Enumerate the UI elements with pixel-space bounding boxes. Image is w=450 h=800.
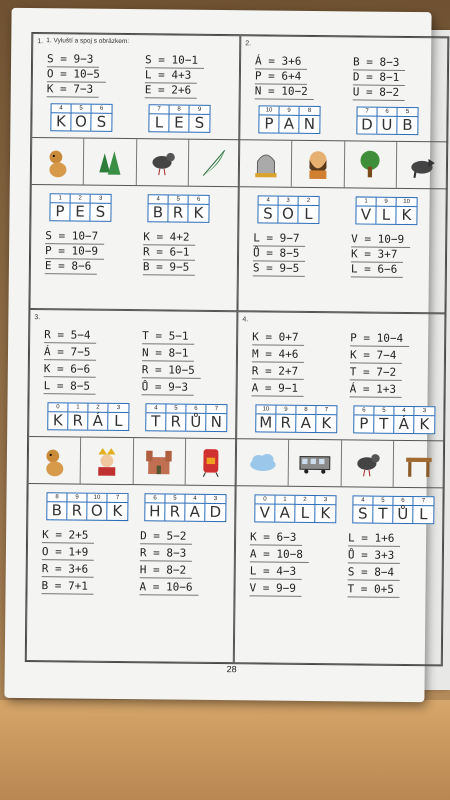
cell-letter: P <box>55 202 65 221</box>
letter-cell[interactable] <box>373 497 393 523</box>
word-box <box>353 405 435 434</box>
letter-cell[interactable] <box>189 106 209 132</box>
exercise-number: 4. <box>242 316 249 324</box>
cell-number: 6 <box>189 196 209 205</box>
equation: O = 1+9 <box>41 545 89 559</box>
cell-number: 9 <box>377 198 396 207</box>
word-box <box>255 404 337 433</box>
letter-cell[interactable] <box>396 198 416 224</box>
equation: R = 3+6 <box>41 562 89 576</box>
cell-letter: O <box>90 501 103 520</box>
cell-number: 0 <box>255 495 274 504</box>
cell-letter: O <box>74 112 87 131</box>
word-box <box>145 403 227 432</box>
cell-number: 2 <box>88 404 107 413</box>
letter-cell[interactable] <box>108 404 128 430</box>
cell-number: 7 <box>206 405 226 414</box>
cell-number: 10 <box>256 405 275 414</box>
cell-letter: L <box>304 204 313 223</box>
cell-letter: V <box>360 205 372 224</box>
cell-number: 2 <box>295 496 314 505</box>
cell-letter: V <box>259 503 271 522</box>
letter-cell[interactable] <box>47 493 67 519</box>
equation: B = 9−5 <box>142 260 190 274</box>
word-box <box>46 492 128 521</box>
word-box <box>50 103 112 132</box>
equation: P = 10−9 <box>45 244 99 258</box>
equation: K = 6−6 <box>43 362 91 376</box>
cell-number: 6 <box>145 494 164 503</box>
letter-cell[interactable] <box>353 496 373 522</box>
cell-letter: N <box>210 412 223 432</box>
thimble-picture[interactable] <box>240 140 293 187</box>
cell-letter: U <box>381 115 393 134</box>
cell-letter: K <box>55 112 66 131</box>
cell-letter: P <box>264 114 274 133</box>
letter-cell[interactable] <box>87 494 107 520</box>
equation: O = 10−5 <box>46 67 100 81</box>
cell-number: 7 <box>413 497 433 506</box>
cell-letter: B <box>51 501 63 520</box>
picture-row <box>32 137 240 187</box>
letter-cell[interactable] <box>259 106 279 132</box>
cell-number: 1 <box>275 496 294 505</box>
letter-cell[interactable] <box>148 195 168 221</box>
desk-edge <box>0 700 450 800</box>
cell-letter: B <box>402 115 413 135</box>
cell-number: 3 <box>108 404 128 413</box>
equation: K = 4+2 <box>143 230 190 244</box>
cell-letter: R <box>71 501 83 520</box>
word-box <box>147 194 209 223</box>
letter-cell[interactable] <box>185 495 205 521</box>
cell-letter: Á <box>92 411 104 430</box>
cell-number: 5 <box>72 104 91 113</box>
letter-cell[interactable] <box>169 105 189 131</box>
cell-letter: T <box>151 412 161 431</box>
cell-number: 6 <box>186 405 205 414</box>
equation: S = 10−1 <box>145 53 199 67</box>
cell-letter: R <box>172 203 184 222</box>
equation: N = 10−2 <box>254 84 308 98</box>
cell-number: 6 <box>378 108 397 117</box>
quadrant-q4 <box>234 311 446 665</box>
letter-cell[interactable] <box>275 496 295 522</box>
tree-picture[interactable] <box>344 141 397 188</box>
cell-letter: K <box>52 411 63 430</box>
wolf-picture[interactable] <box>397 142 449 189</box>
trees-picture[interactable] <box>84 139 137 186</box>
cell-letter: K <box>320 504 331 523</box>
letter-cell[interactable] <box>276 406 296 432</box>
equation: K = 7−4 <box>349 348 397 362</box>
letter-cell[interactable] <box>88 404 108 430</box>
letter-cell[interactable] <box>374 407 394 433</box>
word-box <box>144 493 226 522</box>
cell-number: 9 <box>67 493 86 502</box>
word-box <box>257 195 319 224</box>
equation: K = 2+5 <box>42 528 89 542</box>
letter-cell[interactable] <box>205 495 225 521</box>
cell-letter: N <box>303 114 316 134</box>
cell-letter: L <box>419 505 428 524</box>
letter-cell[interactable] <box>188 196 208 222</box>
equation: Á = 3+6 <box>255 54 302 68</box>
letter-cell[interactable] <box>376 198 396 224</box>
letter-cell[interactable] <box>414 407 434 433</box>
cell-number: 4 <box>185 495 204 504</box>
exercise-number: 1. <box>37 38 44 46</box>
equation: S = 8−4 <box>347 565 395 579</box>
equation: P = 10−4 <box>350 331 404 345</box>
cell-number: 4 <box>259 196 278 205</box>
picture-row <box>29 436 237 486</box>
stove-picture[interactable] <box>185 439 237 486</box>
letter-cell[interactable] <box>357 107 377 133</box>
cell-number: 5 <box>169 195 188 204</box>
cell-number: 5 <box>166 404 185 413</box>
cell-letter: L <box>300 503 310 522</box>
equation: R = 5−4 <box>44 328 91 342</box>
equation: Ů = 9−3 <box>141 380 189 394</box>
letter-cell[interactable] <box>255 495 275 521</box>
king-picture[interactable] <box>81 438 134 485</box>
cell-number: 2 <box>299 197 319 206</box>
letter-cell[interactable] <box>397 108 417 134</box>
equation: L = 1+6 <box>348 531 395 545</box>
quadrant-q1 <box>29 33 240 311</box>
exercise-sheet <box>25 32 450 666</box>
equation: L = 4+3 <box>144 68 192 82</box>
exercise-number: 2. <box>245 40 252 48</box>
cell-number: 10 <box>397 198 417 207</box>
equation: K = 6−3 <box>250 530 297 544</box>
cell-letter: T <box>378 504 388 523</box>
word-box <box>47 402 129 431</box>
equation: A = 10−6 <box>139 580 193 594</box>
cell-number: 9 <box>276 406 295 415</box>
letter-cell[interactable] <box>107 494 127 520</box>
cell-letter: R <box>170 412 182 431</box>
letter-cell[interactable] <box>394 407 414 433</box>
equation: S = 9−5 <box>252 261 300 275</box>
letter-cell[interactable] <box>186 405 206 431</box>
equation: L = 8−5 <box>43 379 91 393</box>
cell-letter: A <box>279 503 291 522</box>
letter-cell[interactable] <box>51 104 71 130</box>
cell-number: 7 <box>358 107 377 116</box>
word-box <box>49 193 111 222</box>
cell-letter: K <box>419 415 430 434</box>
equation: D = 8−1 <box>352 70 400 84</box>
letter-cell[interactable] <box>48 403 68 429</box>
letter-cell[interactable] <box>278 197 298 223</box>
equation: D = 5−2 <box>140 529 187 543</box>
letter-cell[interactable] <box>413 497 433 523</box>
cell-number: 3 <box>315 496 335 505</box>
letter-cell[interactable] <box>316 406 336 432</box>
cell-number: 5 <box>374 407 393 416</box>
equation: A = 10−8 <box>249 547 303 561</box>
cell-letter: D <box>361 115 373 134</box>
cell-number: 10 <box>260 106 279 115</box>
letter-cell[interactable] <box>71 104 91 130</box>
cell-letter: S <box>95 202 106 221</box>
word-box <box>352 495 434 524</box>
dog-picture[interactable] <box>32 138 85 185</box>
cell-letter: P <box>359 414 369 433</box>
cell-number: 5 <box>373 497 392 506</box>
equation: R = 6−1 <box>143 245 190 259</box>
cell-letter: L <box>114 411 123 431</box>
letter-cell[interactable] <box>68 403 88 429</box>
quadrant-q2 <box>237 35 448 313</box>
cell-letter: A <box>283 114 295 133</box>
letter-cell[interactable] <box>393 497 413 523</box>
equation: V = 10−9 <box>351 232 405 246</box>
cell-letter: T <box>379 414 389 433</box>
cell-number: 6 <box>354 406 373 415</box>
cell-number: 8 <box>296 406 315 415</box>
feather-picture[interactable] <box>189 140 241 187</box>
picture-row <box>237 438 445 488</box>
bird-picture[interactable] <box>136 139 189 186</box>
picture-row <box>240 139 448 189</box>
letter-cell[interactable] <box>354 406 374 432</box>
cell-letter: K <box>321 414 332 433</box>
cell-number: 0 <box>48 403 67 412</box>
cell-letter: R <box>169 502 181 521</box>
equation: K = 0+7 <box>252 330 299 344</box>
equation: B = 8−3 <box>353 55 400 69</box>
equation: K = 3+7 <box>350 247 398 261</box>
cell-letter: E <box>75 202 85 221</box>
equation: Á = 7−5 <box>43 345 91 359</box>
cell-number: 9 <box>190 106 210 115</box>
equation: R = 10−5 <box>141 363 195 377</box>
cell-letter: R <box>280 413 292 432</box>
cell-letter: R <box>72 411 84 430</box>
equation: V = 9−9 <box>249 581 296 595</box>
dog-picture[interactable] <box>29 437 82 484</box>
cell-number: 9 <box>280 107 299 116</box>
word-box <box>148 104 210 133</box>
letter-cell[interactable] <box>146 404 166 430</box>
cell-letter: Ů <box>190 412 202 431</box>
equation: T = 0+5 <box>347 582 394 596</box>
cell-letter: Á <box>398 414 410 434</box>
cell-letter: L <box>381 205 391 224</box>
equation: B = 7+1 <box>41 579 88 593</box>
cell-number: 8 <box>300 107 320 116</box>
equation: H = 8−2 <box>139 563 187 577</box>
equation: L = 4−3 <box>249 564 297 578</box>
letter-cell[interactable] <box>279 107 299 133</box>
cell-number: 4 <box>149 195 168 204</box>
letter-cell[interactable] <box>356 197 376 223</box>
letter-cell[interactable] <box>50 194 70 220</box>
cell-letter: Ů <box>397 504 409 524</box>
cell-number: 1 <box>51 194 70 203</box>
equation: T = 7−2 <box>349 365 397 379</box>
word-box <box>254 494 336 523</box>
cell-number: 7 <box>107 494 127 503</box>
cell-letter: D <box>209 502 222 522</box>
equation: S = 9−3 <box>47 52 94 66</box>
train-picture[interactable] <box>289 440 342 487</box>
cell-number: 5 <box>398 108 418 117</box>
equation: Á = 1+3 <box>349 382 397 396</box>
cell-number: 7 <box>316 406 336 415</box>
equation: U = 8−2 <box>352 85 400 99</box>
equation: R = 2+7 <box>251 364 299 378</box>
equation: L = 6−6 <box>350 262 398 276</box>
cell-letter: L <box>154 113 164 132</box>
word-box <box>355 196 417 225</box>
equation: M = 4+6 <box>251 347 299 361</box>
cell-number: 4 <box>353 496 372 505</box>
letter-cell[interactable] <box>149 105 169 131</box>
letter-cell[interactable] <box>296 406 316 432</box>
cell-number: 8 <box>170 105 189 114</box>
letter-cell[interactable] <box>91 105 111 131</box>
equation: T = 5−1 <box>142 329 189 343</box>
equation: Ů = 3+3 <box>347 548 395 562</box>
letter-cell[interactable] <box>315 496 335 522</box>
letter-cell[interactable] <box>256 405 276 431</box>
letter-cell[interactable] <box>165 494 185 520</box>
man-picture[interactable] <box>292 141 345 188</box>
cell-letter: O <box>281 204 294 223</box>
cell-letter: A <box>189 502 201 521</box>
equation: K = 7−3 <box>46 82 94 96</box>
cell-number: 10 <box>87 494 106 503</box>
letter-cell[interactable] <box>298 197 318 223</box>
cell-number: 1 <box>357 197 376 206</box>
workbook-page <box>4 8 431 702</box>
cell-number: 4 <box>146 404 165 413</box>
cell-number: 3 <box>414 407 434 416</box>
cell-number: 6 <box>92 105 112 114</box>
equation: A = 9−1 <box>251 381 299 395</box>
equation: E = 8−6 <box>44 259 92 273</box>
page-number: 28 <box>226 664 237 675</box>
cell-letter: H <box>149 502 161 521</box>
cell-letter: K <box>112 501 123 521</box>
letter-cell[interactable] <box>206 405 226 431</box>
cell-number: 2 <box>71 194 90 203</box>
cell-letter: S <box>96 112 107 131</box>
cell-letter: S <box>194 113 205 132</box>
letter-cell[interactable] <box>166 404 186 430</box>
letter-cell[interactable] <box>67 493 87 519</box>
letter-cell[interactable] <box>168 195 188 221</box>
cell-letter: B <box>152 203 164 222</box>
equation: E = 2+6 <box>144 83 192 97</box>
cell-number: 3 <box>279 197 298 206</box>
cell-letter: K <box>401 205 412 225</box>
equation: S = 10−7 <box>45 229 99 243</box>
castle-picture[interactable] <box>133 438 186 485</box>
bird-picture[interactable] <box>341 440 394 487</box>
cell-letter: S <box>263 204 273 223</box>
equation: L = 9−7 <box>253 231 300 245</box>
letter-cell[interactable] <box>377 108 397 134</box>
cell-number: 3 <box>91 195 111 204</box>
cell-letter: A <box>300 413 312 432</box>
equation: N = 8−1 <box>141 346 189 360</box>
equation: R = 8−3 <box>139 546 187 560</box>
cell-letter: E <box>174 113 184 132</box>
equation: Ů = 8−5 <box>253 246 300 260</box>
cell-number: 4 <box>52 104 71 113</box>
cell-letter: M <box>259 413 273 432</box>
word-box <box>258 105 320 134</box>
cell-letter: S <box>357 504 368 523</box>
cloud-picture[interactable] <box>237 439 290 486</box>
cell-number: 3 <box>205 495 225 504</box>
cell-letter: K <box>193 203 204 222</box>
cell-number: 8 <box>47 493 66 502</box>
letter-cell[interactable] <box>299 107 319 133</box>
letter-cell[interactable] <box>70 194 90 220</box>
cell-number: 5 <box>165 494 184 503</box>
word-box <box>356 106 418 135</box>
cell-number: 7 <box>150 105 169 114</box>
quadrant-q3 <box>26 309 238 663</box>
cell-number: 4 <box>394 407 413 416</box>
instruction-text: 1. Vyluští a spoj s obrázkem: <box>46 37 130 46</box>
letter-cell[interactable] <box>145 494 165 520</box>
cell-number: 6 <box>393 497 412 506</box>
equation: P = 6+4 <box>254 69 302 83</box>
letter-cell[interactable] <box>295 496 315 522</box>
cell-number: 1 <box>68 403 87 412</box>
letter-cell[interactable] <box>90 195 110 221</box>
exercise-number: 3. <box>34 314 41 322</box>
letter-cell[interactable] <box>258 196 278 222</box>
table-picture[interactable] <box>393 441 445 488</box>
